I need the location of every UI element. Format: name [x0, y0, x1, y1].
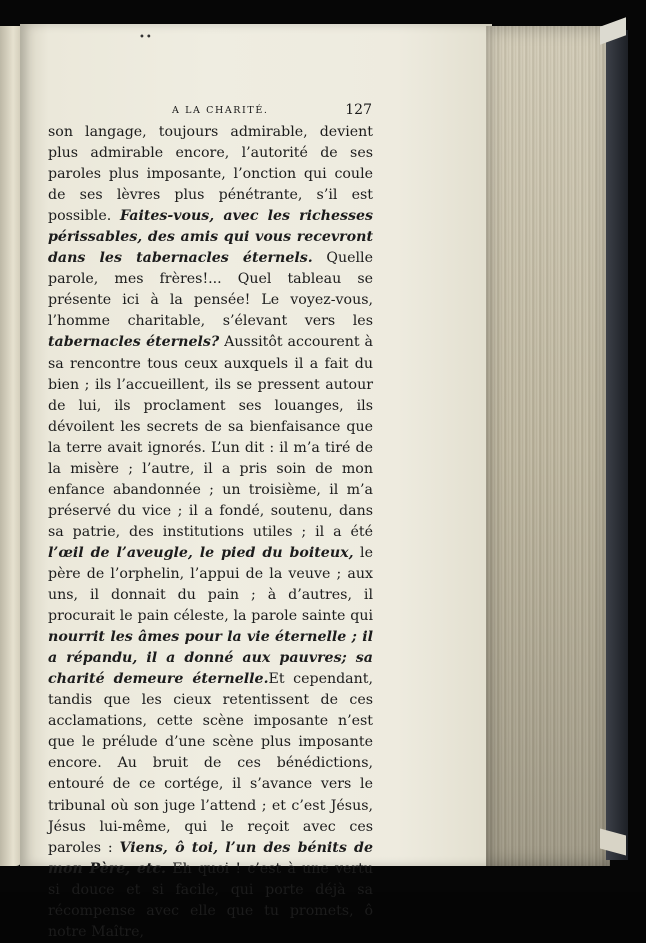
- page-header: [50, 102, 372, 122]
- page-number: 127: [345, 102, 372, 118]
- italic-quote: l’œil de l’aveugle, le pied du boiteux,: [48, 544, 354, 561]
- running-title: A LA CHARITÉ.: [172, 105, 269, 116]
- italic-quote: Faites-vous, avec les richesses périssables, des amis qui vous recevront dans les tabernacles éternels.: [48, 208, 373, 267]
- italic-quote: Viens, ô toi, l’un des bénits de mon Père, etc.: [48, 839, 373, 877]
- text-run: son langage, toujours admirable, devient plus admirable encore, l’autorité de ses paroles plus imposante, l’onction qui coule de ses lèvres plus pénétrante, s’il est possible.: [48, 124, 373, 225]
- text-run: Quelle parole, mes frères!... Quel tableau se présente ici à la pensée! Le voyez-vous, l’homme charitable, s’élevant vers les: [48, 250, 373, 330]
- page-edges: [486, 26, 610, 866]
- body-text: [48, 122, 373, 943]
- facing-page-edge: [0, 26, 22, 866]
- print-marks: ••: [139, 32, 153, 43]
- text-run: Eh quoi ! c’est à une vertu si douce et si facile, qui porte déjà sa récompense avec elle que tu promets, ô notre Maître,: [48, 860, 373, 940]
- text-run: Aussitôt accourent à sa rencontre tous ceux auxquels il a fait du bien ; ils l’accueillent, ils se pressent autour de lui, ils proclament ses louanges, ils dévoilent les secrets de sa bienfaisance que la terre avait ignorés. L’un dit : il m’a tiré de la misère ; l’autre, il a pris soin de mon enfance abandonnée ; un troisième, il m’a préservé du vice ; il a fondé, soutenu, dans sa patrie, des institutions utiles ; il a été: [48, 334, 373, 540]
- italic-quote: tabernacles éternels?: [48, 334, 220, 351]
- text-run: le père de l’orphelin, l’appui de la veuve ; aux uns, il donnait du pain ; à d’autres, il procurait le pain céleste, la parole sainte qui: [48, 544, 373, 625]
- text-run: Et cependant, tandis que les cieux retentissent de ces acclamations, cette scène imposante n’est que le prélude d’une scène plus imposante encore. Au bruit de ces bénédictions, entouré de ce cortége, il s’avance vers le tribunal où son juge l’attend ; et c’est Jésus, Jésus lui-même, qui le reçoit avec ces paroles :: [48, 671, 373, 856]
- book-cover: [606, 30, 628, 860]
- italic-quote: nourrit les âmes pour la vie éternelle ; il a répandu, il a donné aux pauvres; sa charité demeure éternelle.: [48, 629, 373, 688]
